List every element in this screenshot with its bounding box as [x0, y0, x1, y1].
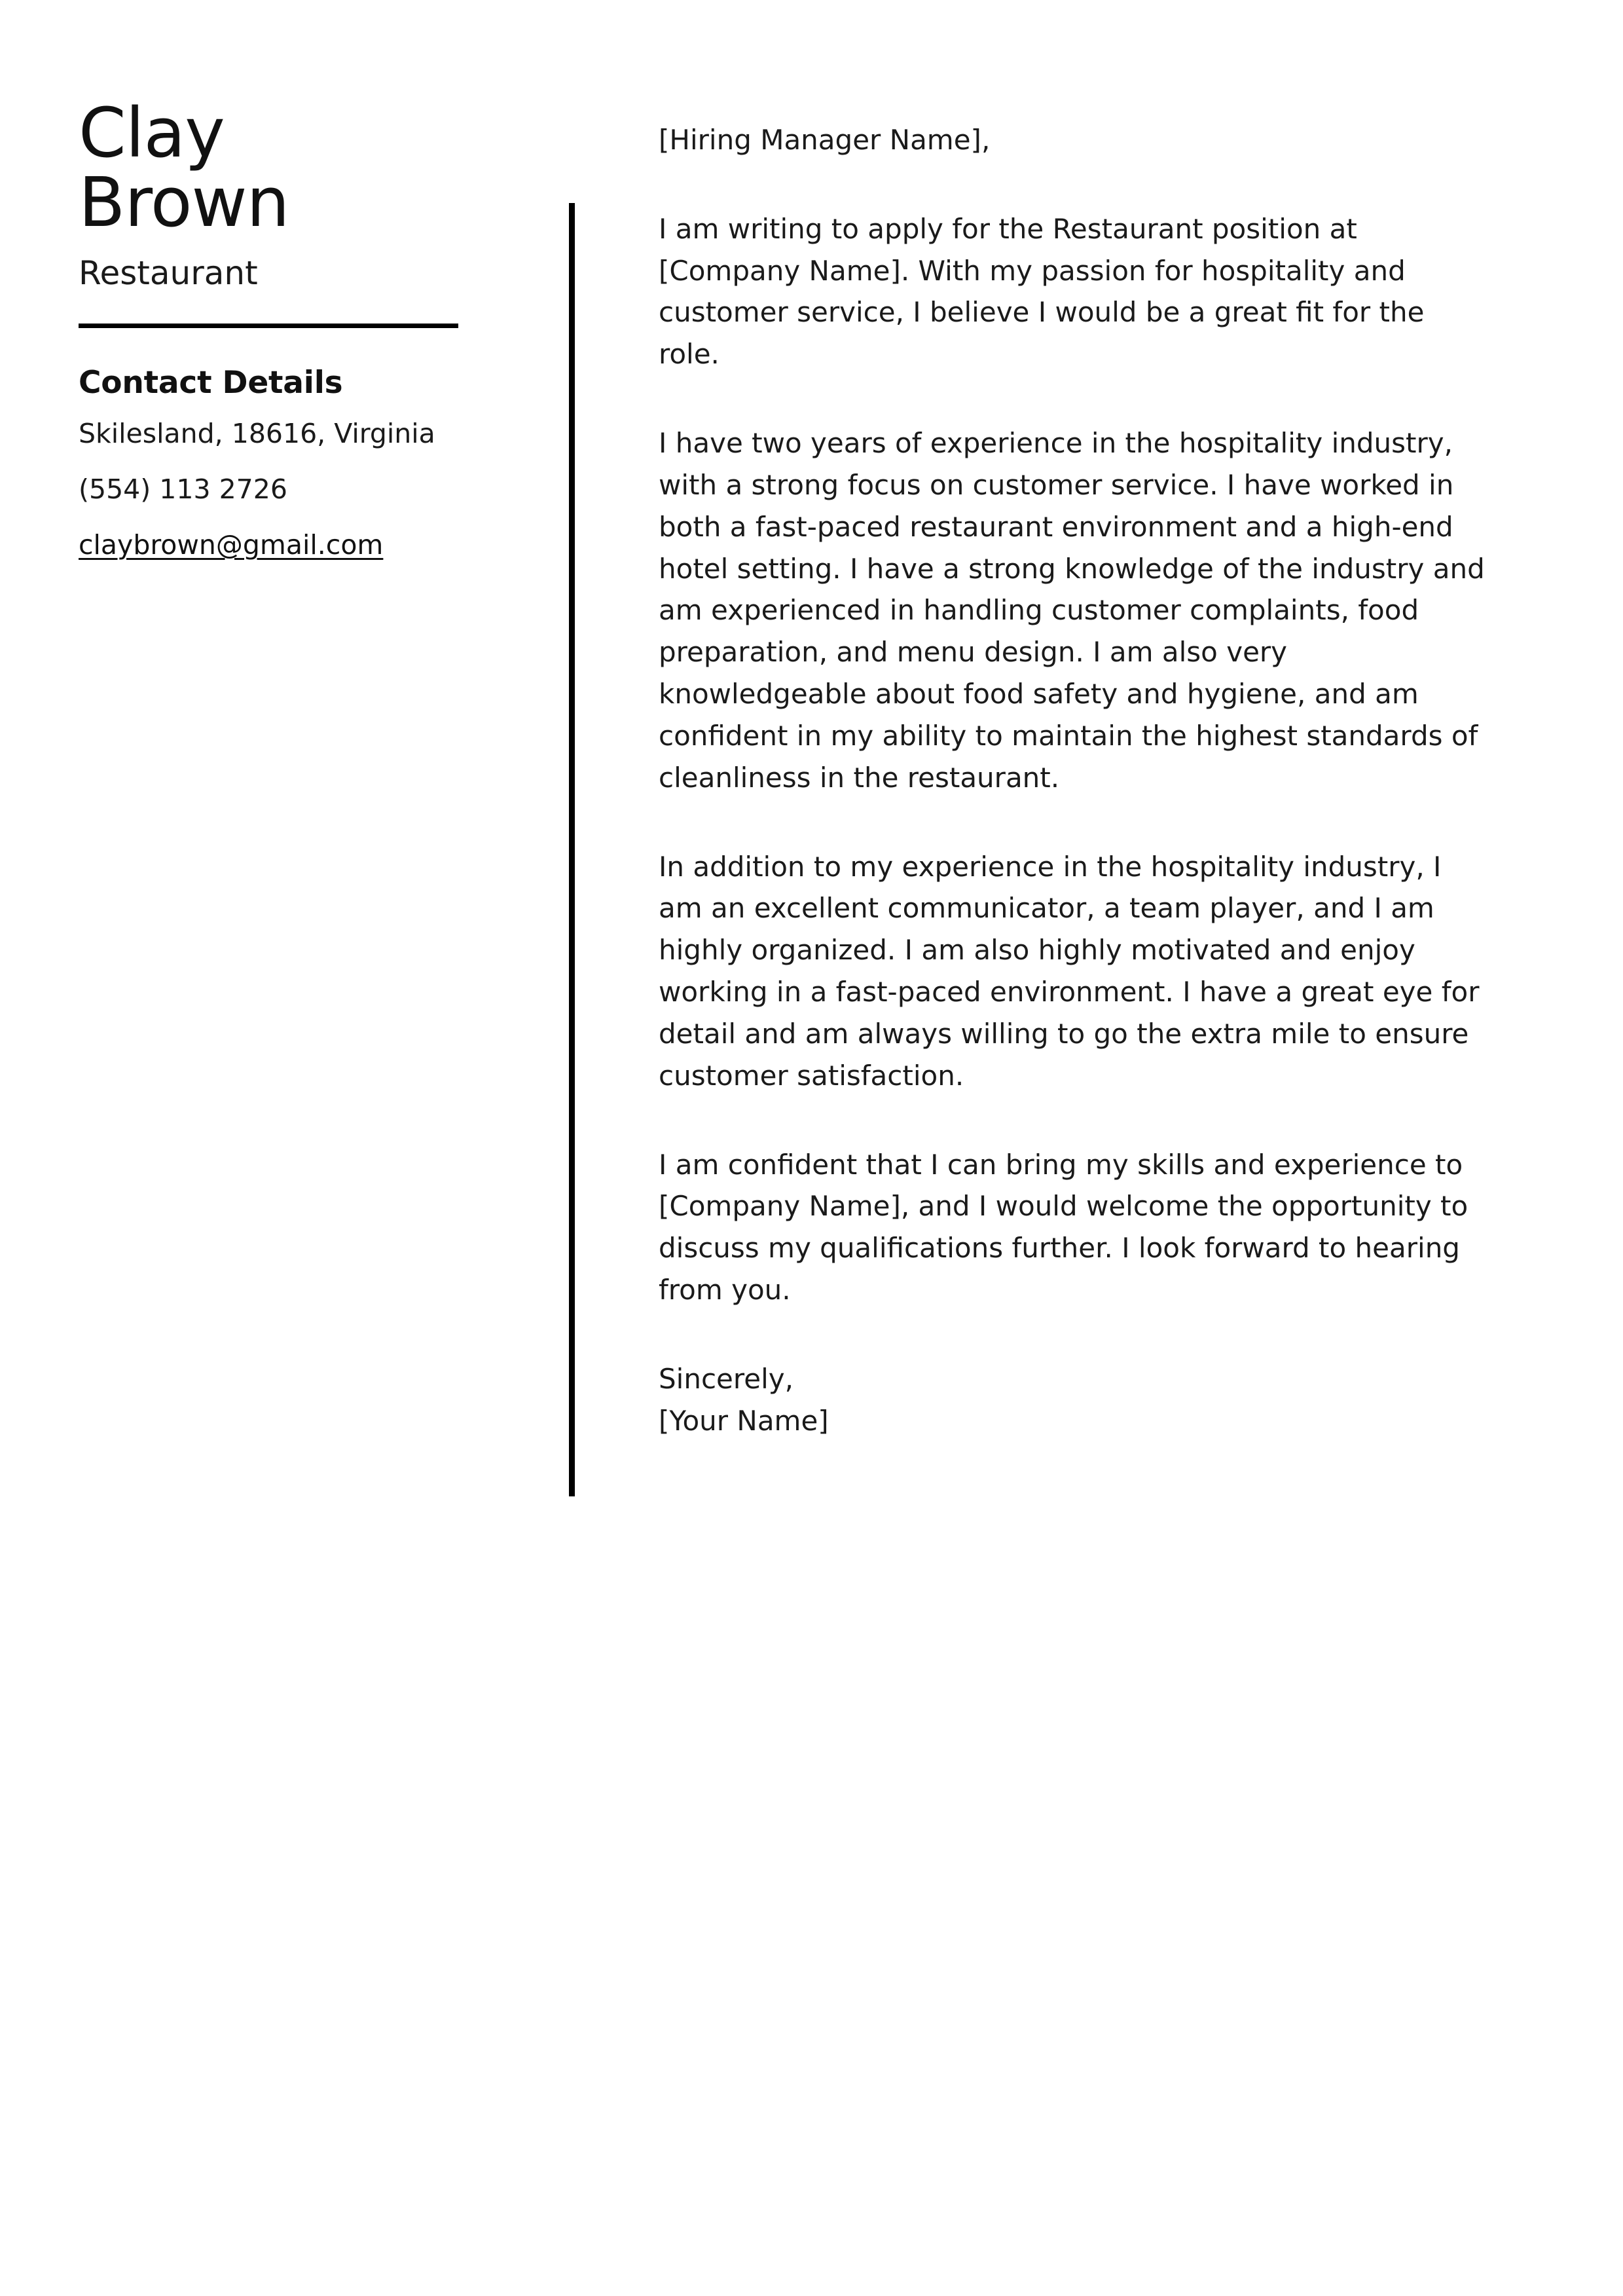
- letter-body: [659, 119, 1487, 1442]
- contact-details-list: [79, 420, 484, 559]
- letter-paragraph-4: I am confident that I can bring my skills and experience to [Company Name], and I would welcome the opportunity to discuss my qualifications further. I look forward to hearing from you.: [659, 1148, 1468, 1306]
- letter-paragraph-2: I have two years of experience in the hospitality industry, with a strong focus on customer service. I have worked in both a fast-paced restaurant environment and a high-end hotel setting. I have a strong knowledge of the industry and am experienced in handling customer complaints, food preparation, and menu design. I am also very knowledgeable about food safety and hygiene, and am confident in my ability to maintain the highest standards of cleanliness in the restaurant.: [659, 427, 1485, 794]
- sidebar: [79, 93, 484, 587]
- letter-paragraph-3: In addition to my experience in the hospitality industry, I am an excellent communicator, a team player, and I am highly organized. I am also highly motivated and enjoy working in a fast-paced environment. I have a great eye for detail and am always willing to go the extra mile to ensure customer satisfaction.: [659, 850, 1480, 1092]
- contact-phone[interactable]: (554) 113 2726: [79, 473, 287, 506]
- contact-address: Skilesland, 18616, Virginia: [79, 418, 435, 450]
- letter-closing: Sincerely,: [659, 1362, 793, 1395]
- job-title: Restaurant: [79, 254, 258, 293]
- applicant-first-name: Clay: [79, 93, 225, 173]
- applicant-name: [79, 93, 484, 243]
- contact-details-heading: Contact Details: [79, 365, 343, 401]
- letter-signoff: [659, 1358, 1487, 1442]
- vertical-divider: [569, 203, 575, 1496]
- sidebar-divider-rule: [79, 324, 458, 328]
- letter-signature: [Your Name]: [659, 1404, 829, 1437]
- contact-email-link[interactable]: claybrown@gmail.com: [79, 529, 384, 561]
- letter-paragraph-1: I am writing to apply for the Restaurant position at [Company Name]. With my passion for hospitality and customer service, I believe I would be a great fit for the role.: [659, 212, 1425, 371]
- letter-greeting: [Hiring Manager Name],: [659, 124, 991, 156]
- applicant-last-name: Brown: [79, 162, 289, 243]
